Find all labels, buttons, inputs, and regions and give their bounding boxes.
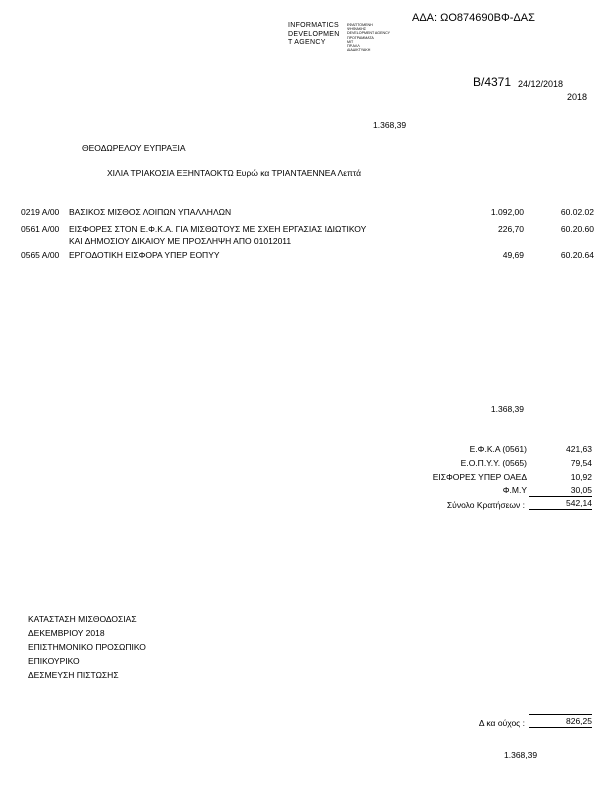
deduction-label: Ε.Φ.Κ.Α (0561) [469, 444, 527, 454]
subtotal: 1.368,39 [490, 404, 524, 414]
note-line: ΕΠΙΣΤΗΜΟΝΙΚΟ ΠΡΟΣΩΠΙΚΟ [28, 642, 146, 652]
document-year: 2018 [567, 92, 588, 102]
item-account: 60.20.64 [560, 250, 594, 260]
note-line: ΔΕΣΜΕΥΣΗ ΠΙΣΤΩΣΗΣ [28, 670, 119, 680]
item-code: 0219 Α/00 [21, 207, 60, 217]
item-account: 60.20.60 [560, 224, 594, 234]
logo-line: INFORMATICS [288, 22, 340, 29]
item-amount: 226,70 [498, 224, 524, 234]
logo-small-line: DEVELOPMENT AGENCY [347, 31, 391, 36]
logo-small-text [347, 23, 390, 52]
document-number: Β/4371 [473, 75, 512, 89]
logo-small-line: ΨΗΦΙΑΚΗΣ [347, 27, 367, 32]
deduction-value: 10,92 [570, 472, 592, 482]
logo-line: DEVELOPMEN [288, 30, 340, 38]
amount-top: 1.368,39 [373, 120, 407, 130]
logo-small-line: ΕΦΑΠΤΟΜΕΝΗ [347, 23, 373, 27]
net-label: Δ κα ούχος : [478, 718, 525, 728]
item-description-line2: ΚΑΙ ΔΗΜΟΣΙΟΥ ΔΙΚΑΙΟΥ ΜΕ ΠΡΟΣΛΗΨΗ ΑΠΟ 01012011 [69, 236, 292, 246]
item-code: 0565 Α/00 [21, 250, 60, 260]
bottom-total: 1.368,39 [504, 750, 538, 760]
ada-code: ΑΔΑ: ΩΟ874690ΒΦ-ΔΑΣ [412, 12, 535, 24]
logo-line: T AGENCY [288, 39, 326, 46]
item-amount: 1.092,00 [490, 207, 524, 217]
deduction-value: 30,05 [570, 485, 592, 495]
note-line: ΕΠΙΚΟΥΡΙΚΟ [28, 656, 80, 666]
logo-small-line: ΠΡΟΓΡΑΜΜΑΤΑ [347, 35, 374, 40]
item-description: ΒΑΣΙΚΟΣ ΜΙΣΘΟΣ ΛΟΙΠΩΝ ΥΠΑΛΛΗΛΩΝ [69, 207, 232, 217]
document-date: 24/12/2018 [518, 79, 564, 89]
logo-small-line: ΔΙΑΔΙΚΤΥΑΚΗ [347, 48, 371, 53]
item-code: 0561 Α/00 [21, 224, 60, 234]
agency-logo [288, 22, 340, 48]
logo-small-line: ΜΙΤ [347, 39, 354, 44]
deduction-label: ΕΙΣΦΟΡΕΣ ΥΠΕΡ ΟΑΕΔ [432, 472, 527, 482]
amount-in-words: ΧΙΛΙΑ ΤΡΙΑΚΟΣΙΑ ΕΞΗΝΤΑΟΚΤΩ Ευρώ κα ΤΡΙΑΝΤΑΕΝΝΕΑ Λεπτά [107, 168, 361, 178]
item-account: 60.02.02 [560, 207, 594, 217]
note-line: ΚΑΤΑΣΤΑΣΗ ΜΙΣΘΟΔΟΣΙΑΣ [28, 614, 137, 624]
deduction-label: Φ.Μ.Υ [502, 485, 527, 495]
deduction-value: 421,63 [566, 444, 592, 454]
item-description: ΕΙΣΦΟΡΕΣ ΣΤΟΝ Ε.Φ.Κ.Α. ΓΙΑ ΜΙΣΘΩΤΟΥΣ ΜΕ ΣΧΕΗ ΕΡΓΑΣΙΑΣ ΙΔΙΩΤΙΚΟΥ [69, 224, 367, 234]
net-value: 826,25 [529, 714, 592, 728]
deductions-total: 542,14 [529, 496, 592, 510]
item-description: ΕΡΓΟΔΟΤΙΚΗ ΕΙΣΦΟΡΑ ΥΠΕΡ ΕΟΠΥΥ [69, 250, 220, 260]
item-amount: 49,69 [502, 250, 524, 260]
logo-small-line: ΠΡ.ΑΛΛ [347, 44, 360, 49]
deduction-label: Ε.Ο.Π.Υ.Υ. (0565) [460, 458, 527, 468]
deduction-value: 79,54 [570, 458, 592, 468]
note-line: ΔΕΚΕΜΒΡΙΟΥ 2018 [28, 628, 105, 638]
deductions-total-label: Σύνολο Κρατήσεων : [446, 500, 525, 510]
payee-name: ΘΕΟΔΩΡΕΛΟΥ ΕΥΠΡΑΞΙΑ [82, 143, 186, 153]
